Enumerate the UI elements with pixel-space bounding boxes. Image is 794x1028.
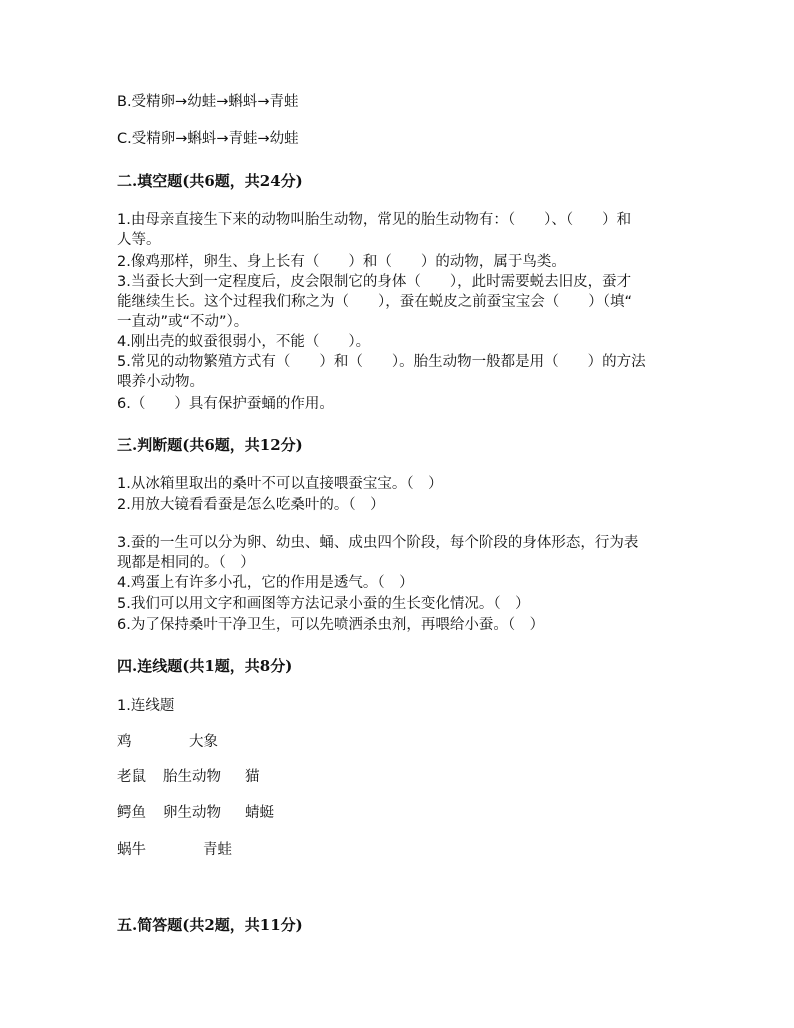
matching-left-item: 鸡 — [117, 734, 132, 750]
matching-right-item: 猫 — [245, 769, 260, 785]
matching-left-item: 老鼠 — [117, 769, 146, 785]
matching-question: 1.连线题 — [117, 698, 175, 714]
matching-middle-item: 卵生动物 — [163, 805, 221, 821]
matching-right-item: 大象 — [189, 734, 218, 750]
matching-left-item: 蜗牛 — [117, 842, 146, 858]
judgment-line: 4.鸡蛋上有许多小孔，它的作用是透气。（ ） — [117, 575, 414, 591]
matching-middle-item: 胎生动物 — [163, 769, 221, 785]
fill-blank-line: 6.（ ）具有保护蚕蛹的作用。 — [117, 396, 334, 412]
fill-blank-line: 5.常见的动物繁殖方式有（ ）和（ ）。胎生动物一般都是用（ ）的方法 — [117, 354, 646, 370]
judgment-line: 1.从冰箱里取出的桑叶不可以直接喂蚕宝宝。（ ） — [117, 476, 443, 492]
matching-left-item: 鳄鱼 — [117, 805, 146, 821]
fill-blank-line: 3.当蚕长大到一定程度后，皮会限制它的身体（ ），此时需要蜕去旧皮，蚕才 — [117, 274, 632, 290]
option-b: B.受精卵→幼蛙→蝌蚪→青蛙 — [117, 94, 299, 110]
fill-blank-line: 人等。 — [117, 232, 161, 248]
judgment-line: 3.蚕的一生可以分为卵、幼虫、蛹、成虫四个阶段，每个阶段的身体形态，行为表 — [117, 535, 639, 551]
fill-blank-line: 能继续生长。这个过程我们称之为（ ），蚕在蜕皮之前蚕宝宝会（ ）（填“ — [117, 294, 633, 310]
judgment-line: 6.为了保持桑叶干净卫生，可以先喷洒杀虫剂，再喂给小蚕。（ ） — [117, 617, 545, 633]
section-title-matching: 四.连线题(共1题，共8分) — [117, 657, 293, 675]
fill-blank-line: 4.刚出壳的蚁蚕很弱小，不能（ ）。 — [117, 334, 371, 350]
matching-row — [117, 803, 517, 823]
judgment-line: 现都是相同的。（ ） — [117, 555, 255, 571]
section-title-judgment: 三.判断题(共6题，共12分) — [117, 436, 303, 454]
matching-row — [117, 732, 517, 752]
fill-blank-line: 2.像鸡那样，卵生、身上长有（ ）和（ ）的动物，属于鸟类。 — [117, 254, 566, 270]
matching-right-item: 青蛙 — [203, 842, 232, 858]
fill-blank-line: 一直动”或“不动”）。 — [117, 314, 249, 330]
section-title-fill-blank: 二.填空题(共6题，共24分) — [117, 172, 303, 190]
fill-blank-line: 1.由母亲直接生下来的动物叫胎生动物，常见的胎生动物有：（ ）、（ ）和 — [117, 212, 632, 228]
matching-right-item: 蜻蜓 — [245, 805, 274, 821]
matching-row — [117, 840, 517, 860]
section-title-short-answer: 五.简答题(共2题，共11分) — [117, 916, 303, 934]
fill-blank-line: 喂养小动物。 — [117, 374, 204, 390]
judgment-line: 2.用放大镜看看蚕是怎么吃桑叶的。（ ） — [117, 497, 385, 513]
judgment-line: 5.我们可以用文字和画图等方法记录小蚕的生长变化情况。（ ） — [117, 596, 530, 612]
option-c: C.受精卵→蝌蚪→青蛙→幼蛙 — [117, 131, 299, 147]
matching-row — [117, 767, 517, 787]
